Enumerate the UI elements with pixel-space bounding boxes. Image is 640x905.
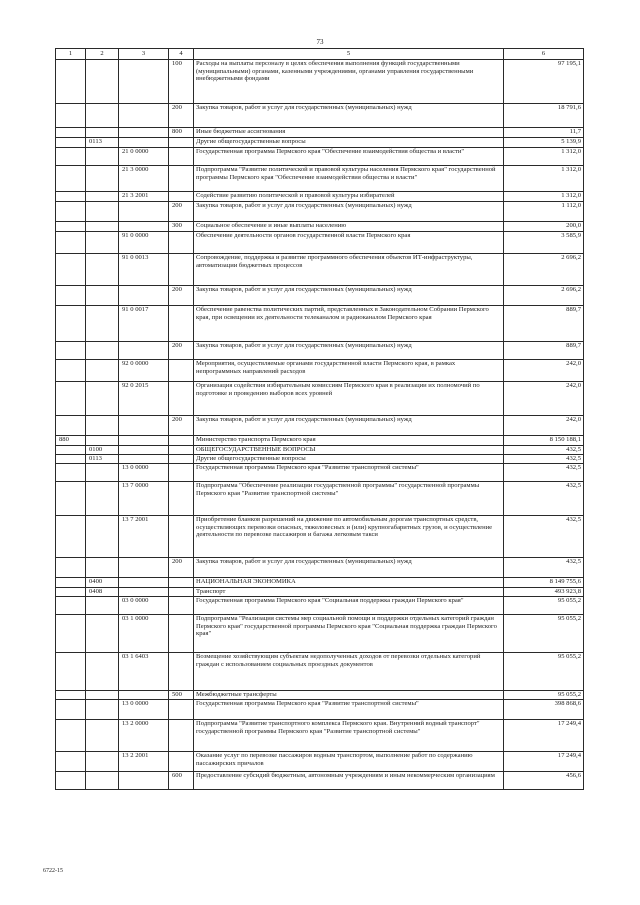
cell-name: Организация содействия избирательным комиссиям Пермского края в реализации их полномочий по подготовке и проведению выборов всех уровней xyxy=(194,382,504,416)
cell-section-code: 0400 xyxy=(86,578,119,588)
table-row xyxy=(56,558,584,578)
cell-expense-type xyxy=(169,752,194,772)
table-row xyxy=(56,306,584,342)
cell-expense-type xyxy=(169,254,194,286)
cell-name: Закупка товаров, работ и услуг для государственных (муниципальных) нужд xyxy=(194,202,504,222)
cell-target-code: 92 0 0000 xyxy=(119,360,169,382)
cell-section-code xyxy=(86,653,119,691)
cell-expense-type xyxy=(169,446,194,455)
cell-section-code xyxy=(86,286,119,306)
table-row xyxy=(56,222,584,232)
cell-admin-code xyxy=(56,588,86,597)
cell-section-code: 0113 xyxy=(86,455,119,464)
cell-expense-type xyxy=(169,700,194,720)
cell-expense-type xyxy=(169,148,194,166)
cell-name: Закупка товаров, работ и услуг для государственных (муниципальных) нужд xyxy=(194,558,504,578)
cell-amount: 95 055,2 xyxy=(504,597,584,615)
cell-name: ОБЩЕГОСУДАРСТВЕННЫЕ ВОПРОСЫ xyxy=(194,446,504,455)
cell-target-code: 03 0 0000 xyxy=(119,597,169,615)
cell-target-code: 92 0 2015 xyxy=(119,382,169,416)
cell-name: Приобретение бланков разрешений на движение по автомобильным дорогам транспортных средств, осуществляющих перевозки опасных, тяжеловесных и (или) крупногабаритных грузов, и осуществление деятельности по перевозке пассажиров и багажа легковым такси xyxy=(194,516,504,558)
header-col-5: 5 xyxy=(194,49,504,60)
cell-admin-code xyxy=(56,104,86,128)
cell-section-code xyxy=(86,382,119,416)
table-row xyxy=(56,446,584,455)
cell-admin-code xyxy=(56,464,86,482)
cell-amount: 432,5 xyxy=(504,482,584,516)
cell-name: Государственная программа Пермского края "Обеспечение взаимодействия общества и власти" xyxy=(194,148,504,166)
cell-expense-type xyxy=(169,455,194,464)
cell-name: Межбюджетные трансферты xyxy=(194,691,504,700)
cell-target-code xyxy=(119,60,169,104)
cell-expense-type xyxy=(169,232,194,254)
header-col-4: 4 xyxy=(169,49,194,60)
cell-admin-code xyxy=(56,597,86,615)
cell-amount: 432,5 xyxy=(504,455,584,464)
cell-name: Закупка товаров, работ и услуг для государственных (муниципальных) нужд xyxy=(194,416,504,436)
table-row xyxy=(56,578,584,588)
cell-amount: 2 696,2 xyxy=(504,254,584,286)
footer-code: 6722-15 xyxy=(43,868,63,874)
cell-name: Закупка товаров, работ и услуг для государственных (муниципальных) нужд xyxy=(194,104,504,128)
cell-target-code: 21 3 2001 xyxy=(119,192,169,202)
cell-amount: 95 055,2 xyxy=(504,615,584,653)
cell-section-code xyxy=(86,254,119,286)
table-row xyxy=(56,752,584,772)
cell-target-code xyxy=(119,455,169,464)
cell-amount: 1 312,0 xyxy=(504,148,584,166)
cell-amount: 398 868,6 xyxy=(504,700,584,720)
cell-amount: 8 150 188,1 xyxy=(504,436,584,446)
cell-expense-type: 200 xyxy=(169,104,194,128)
cell-admin-code xyxy=(56,138,86,148)
cell-expense-type xyxy=(169,306,194,342)
cell-amount: 889,7 xyxy=(504,342,584,360)
cell-name: Мероприятия, осуществляемые органами государственной власти Пермского края, в рамках непрограммных направлений расходов xyxy=(194,360,504,382)
cell-expense-type: 200 xyxy=(169,416,194,436)
cell-expense-type: 200 xyxy=(169,342,194,360)
cell-target-code: 91 0 0000 xyxy=(119,232,169,254)
cell-name: Расходы на выплаты персоналу в целях обеспечения выполнения функций государственными (муниципальными) органами, казенными учреждениями, органами управления государственными внебюджетными фондами xyxy=(194,60,504,104)
cell-section-code xyxy=(86,516,119,558)
table-row xyxy=(56,464,584,482)
cell-section-code xyxy=(86,700,119,720)
cell-admin-code xyxy=(56,128,86,138)
table-row xyxy=(56,286,584,306)
cell-name: Подпрограмма "Обеспечение реализации государственной программы" государственной программы Пермского края "Развитие транспортной системы" xyxy=(194,482,504,516)
cell-section-code xyxy=(86,104,119,128)
cell-amount: 200,0 xyxy=(504,222,584,232)
cell-admin-code xyxy=(56,148,86,166)
cell-section-code xyxy=(86,615,119,653)
cell-section-code xyxy=(86,306,119,342)
cell-name: Другие общегосударственные вопросы xyxy=(194,455,504,464)
cell-target-code: 13 7 0000 xyxy=(119,482,169,516)
cell-section-code: 0113 xyxy=(86,138,119,148)
cell-expense-type xyxy=(169,138,194,148)
cell-admin-code xyxy=(56,166,86,192)
cell-amount: 242,0 xyxy=(504,382,584,416)
cell-section-code xyxy=(86,232,119,254)
cell-admin-code xyxy=(56,222,86,232)
cell-amount: 432,5 xyxy=(504,446,584,455)
cell-section-code xyxy=(86,416,119,436)
cell-expense-type xyxy=(169,166,194,192)
cell-target-code xyxy=(119,342,169,360)
cell-target-code xyxy=(119,446,169,455)
cell-target-code: 13 0 0000 xyxy=(119,464,169,482)
table-row xyxy=(56,254,584,286)
cell-admin-code xyxy=(56,700,86,720)
cell-section-code: 0100 xyxy=(86,446,119,455)
cell-section-code xyxy=(86,720,119,752)
table-row xyxy=(56,455,584,464)
cell-section-code xyxy=(86,222,119,232)
cell-expense-type xyxy=(169,192,194,202)
cell-admin-code xyxy=(56,578,86,588)
cell-admin-code xyxy=(56,382,86,416)
cell-section-code xyxy=(86,436,119,446)
cell-amount: 1 112,0 xyxy=(504,202,584,222)
table-row xyxy=(56,138,584,148)
cell-admin-code xyxy=(56,455,86,464)
table-row xyxy=(56,720,584,752)
cell-amount: 11,7 xyxy=(504,128,584,138)
table-row xyxy=(56,653,584,691)
cell-expense-type: 200 xyxy=(169,286,194,306)
cell-admin-code xyxy=(56,232,86,254)
cell-expense-type xyxy=(169,516,194,558)
cell-section-code xyxy=(86,464,119,482)
cell-admin-code xyxy=(56,615,86,653)
cell-section-code xyxy=(86,691,119,700)
cell-expense-type: 100 xyxy=(169,60,194,104)
cell-amount: 2 696,2 xyxy=(504,286,584,306)
cell-section-code xyxy=(86,60,119,104)
table-row xyxy=(56,382,584,416)
header-col-6: 6 xyxy=(504,49,584,60)
cell-target-code xyxy=(119,104,169,128)
cell-name: Подпрограмма "Реализация системы мер социальной помощи и поддержки отдельных категорий граждан Пермского края" государственной программы Пермского края "Социальная поддержка граждан Пермского края" xyxy=(194,615,504,653)
table-row xyxy=(56,588,584,597)
cell-target-code: 13 7 2001 xyxy=(119,516,169,558)
cell-target-code xyxy=(119,588,169,597)
budget-table xyxy=(55,48,584,790)
cell-amount: 95 055,2 xyxy=(504,691,584,700)
cell-admin-code xyxy=(56,558,86,578)
cell-expense-type: 300 xyxy=(169,222,194,232)
table-row xyxy=(56,700,584,720)
cell-target-code: 13 2 0000 xyxy=(119,720,169,752)
cell-amount: 456,6 xyxy=(504,772,584,790)
cell-target-code: 91 0 0013 xyxy=(119,254,169,286)
cell-name: Закупка товаров, работ и услуг для государственных (муниципальных) нужд xyxy=(194,342,504,360)
cell-expense-type: 600 xyxy=(169,772,194,790)
cell-expense-type xyxy=(169,597,194,615)
cell-amount: 5 139,9 xyxy=(504,138,584,148)
cell-admin-code xyxy=(56,202,86,222)
cell-target-code: 21 0 0000 xyxy=(119,148,169,166)
table-row xyxy=(56,60,584,104)
cell-target-code xyxy=(119,558,169,578)
cell-expense-type: 500 xyxy=(169,691,194,700)
cell-target-code: 03 1 0000 xyxy=(119,615,169,653)
cell-target-code xyxy=(119,128,169,138)
cell-expense-type: 200 xyxy=(169,202,194,222)
cell-name: Подпрограмма "Развитие транспортного комплекса Пермского края. Внутренний водный транспорт" государственной программы Пермского края "Развитие транспортной системы" xyxy=(194,720,504,752)
cell-name: Обеспечение деятельности органов государственной власти Пермского края xyxy=(194,232,504,254)
cell-expense-type xyxy=(169,720,194,752)
cell-section-code: 0408 xyxy=(86,588,119,597)
cell-target-code: 03 1 6403 xyxy=(119,653,169,691)
cell-section-code xyxy=(86,192,119,202)
cell-section-code xyxy=(86,166,119,192)
table-row xyxy=(56,342,584,360)
cell-name: Социальное обеспечение и иные выплаты населению xyxy=(194,222,504,232)
cell-amount: 242,0 xyxy=(504,360,584,382)
cell-amount: 17 249,4 xyxy=(504,752,584,772)
cell-target-code xyxy=(119,416,169,436)
table-row xyxy=(56,597,584,615)
table-row xyxy=(56,166,584,192)
cell-name: Обеспечение равенства политических партий, представленных в Законодательном Собрании Пермского края, при освещении их деятельности телеканалом и радиоканалом Пермского края xyxy=(194,306,504,342)
cell-name: Транспорт xyxy=(194,588,504,597)
cell-name: Возмещение хозяйствующим субъектам недополученных доходов от перевозки отдельных категорий граждан с использованием социальных проездных документов xyxy=(194,653,504,691)
cell-target-code: 13 0 0000 xyxy=(119,700,169,720)
table-row xyxy=(56,615,584,653)
cell-amount: 432,5 xyxy=(504,464,584,482)
cell-section-code xyxy=(86,360,119,382)
cell-name: Другие общегосударственные вопросы xyxy=(194,138,504,148)
cell-expense-type xyxy=(169,382,194,416)
cell-name: Государственная программа Пермского края "Социальная поддержка граждан Пермского края" xyxy=(194,597,504,615)
cell-name: Предоставление субсидий бюджетным, автономным учреждениям и иным некоммерческим организациям xyxy=(194,772,504,790)
cell-admin-code xyxy=(56,286,86,306)
cell-amount: 432,5 xyxy=(504,516,584,558)
table-row xyxy=(56,436,584,446)
cell-admin-code xyxy=(56,416,86,436)
cell-target-code: 21 3 0000 xyxy=(119,166,169,192)
cell-expense-type xyxy=(169,436,194,446)
table-row xyxy=(56,128,584,138)
table-row xyxy=(56,416,584,436)
cell-name: Государственная программа Пермского края "Развитие транспортной системы" xyxy=(194,464,504,482)
cell-admin-code xyxy=(56,772,86,790)
cell-section-code xyxy=(86,482,119,516)
header-col-2: 2 xyxy=(86,49,119,60)
cell-admin-code xyxy=(56,60,86,104)
cell-admin-code: 880 xyxy=(56,436,86,446)
cell-section-code xyxy=(86,597,119,615)
cell-amount: 8 149 755,6 xyxy=(504,578,584,588)
cell-amount: 889,7 xyxy=(504,306,584,342)
cell-admin-code xyxy=(56,752,86,772)
cell-expense-type xyxy=(169,588,194,597)
cell-name: Сопровождение, поддержка и развитие программного обеспечения объектов ИТ-инфраструктуры, автоматизации бюджетных процессов xyxy=(194,254,504,286)
cell-section-code xyxy=(86,558,119,578)
table-row xyxy=(56,202,584,222)
cell-target-code xyxy=(119,772,169,790)
cell-expense-type xyxy=(169,464,194,482)
cell-expense-type xyxy=(169,482,194,516)
cell-target-code xyxy=(119,691,169,700)
table-row xyxy=(56,232,584,254)
cell-target-code xyxy=(119,436,169,446)
cell-admin-code xyxy=(56,192,86,202)
cell-section-code xyxy=(86,752,119,772)
cell-section-code xyxy=(86,202,119,222)
cell-admin-code xyxy=(56,446,86,455)
cell-admin-code xyxy=(56,342,86,360)
cell-target-code: 91 0 0017 xyxy=(119,306,169,342)
cell-name: Иные бюджетные ассигнования xyxy=(194,128,504,138)
cell-section-code xyxy=(86,342,119,360)
page-number: 73 xyxy=(316,38,324,46)
header-row xyxy=(56,49,584,60)
cell-target-code xyxy=(119,222,169,232)
cell-expense-type xyxy=(169,578,194,588)
cell-admin-code xyxy=(56,482,86,516)
cell-expense-type xyxy=(169,360,194,382)
table-row xyxy=(56,772,584,790)
cell-amount: 1 312,0 xyxy=(504,166,584,192)
cell-admin-code xyxy=(56,516,86,558)
cell-amount: 493 923,8 xyxy=(504,588,584,597)
cell-amount: 242,0 xyxy=(504,416,584,436)
cell-expense-type: 800 xyxy=(169,128,194,138)
table-row xyxy=(56,148,584,166)
table-row xyxy=(56,482,584,516)
cell-amount: 18 791,6 xyxy=(504,104,584,128)
cell-name: Содействие развитию политической и правовой культуры избирателей xyxy=(194,192,504,202)
cell-name: Закупка товаров, работ и услуг для государственных (муниципальных) нужд xyxy=(194,286,504,306)
cell-section-code xyxy=(86,128,119,138)
cell-target-code: 13 2 2001 xyxy=(119,752,169,772)
header-col-1: 1 xyxy=(56,49,86,60)
header-col-3: 3 xyxy=(119,49,169,60)
cell-admin-code xyxy=(56,720,86,752)
cell-amount: 97 195,1 xyxy=(504,60,584,104)
budget-table-sheet xyxy=(55,48,583,790)
cell-section-code xyxy=(86,148,119,166)
cell-admin-code xyxy=(56,653,86,691)
cell-name: Подпрограмма "Развитие политической и правовой культуры населения Пермского края" государственной программы Пермского края "Обеспечение взаимодействия общества и власти" xyxy=(194,166,504,192)
cell-expense-type: 200 xyxy=(169,558,194,578)
table-row xyxy=(56,360,584,382)
table-row xyxy=(56,516,584,558)
table-row xyxy=(56,691,584,700)
cell-admin-code xyxy=(56,360,86,382)
table-row xyxy=(56,192,584,202)
cell-amount: 1 312,0 xyxy=(504,192,584,202)
cell-target-code xyxy=(119,202,169,222)
cell-amount: 3 585,9 xyxy=(504,232,584,254)
cell-section-code xyxy=(86,772,119,790)
table-row xyxy=(56,104,584,128)
cell-admin-code xyxy=(56,306,86,342)
cell-amount: 432,5 xyxy=(504,558,584,578)
table-body xyxy=(56,60,584,790)
cell-name: Государственная программа Пермского края "Развитие транспортной системы" xyxy=(194,700,504,720)
cell-target-code xyxy=(119,578,169,588)
cell-amount: 95 055,2 xyxy=(504,653,584,691)
cell-amount: 17 249,4 xyxy=(504,720,584,752)
cell-name: Министерство транспорта Пермского края xyxy=(194,436,504,446)
cell-admin-code xyxy=(56,254,86,286)
cell-name: НАЦИОНАЛЬНАЯ ЭКОНОМИКА xyxy=(194,578,504,588)
cell-target-code xyxy=(119,138,169,148)
cell-expense-type xyxy=(169,615,194,653)
cell-admin-code xyxy=(56,691,86,700)
cell-expense-type xyxy=(169,653,194,691)
cell-target-code xyxy=(119,286,169,306)
cell-name: Оказание услуг по перевозке пассажиров водным транспортом, выполнение работ по содержанию пассажирских причалов xyxy=(194,752,504,772)
